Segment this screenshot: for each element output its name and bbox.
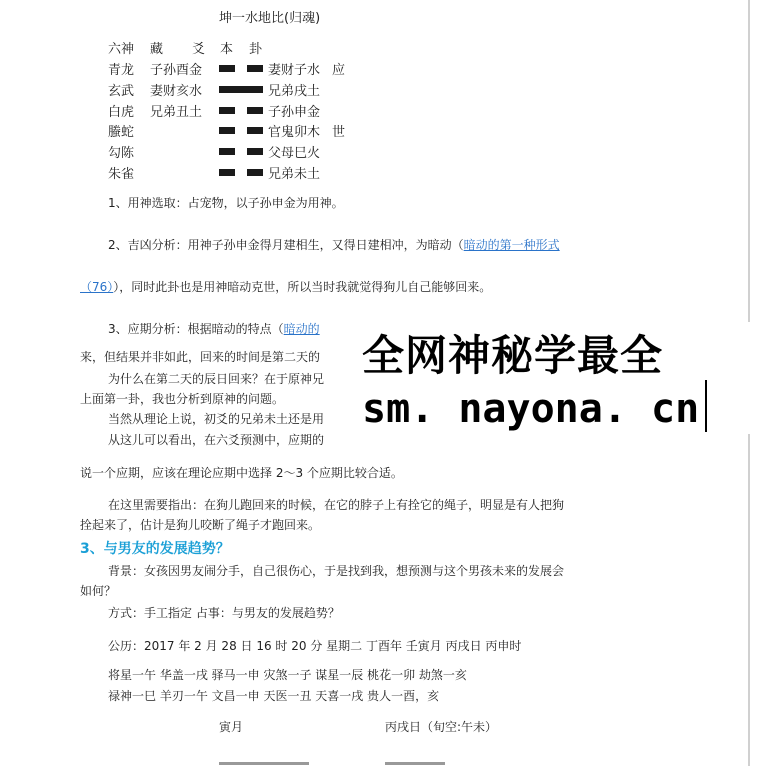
yin-yao-bar-right bbox=[247, 169, 263, 176]
yin-yao-bar-right bbox=[247, 107, 263, 114]
row-ben: 兄弟戌土 bbox=[268, 84, 321, 99]
background-line2: 如何？ bbox=[80, 584, 117, 598]
cutoff-text-right bbox=[385, 757, 455, 766]
header-cang: 藏 bbox=[150, 42, 164, 57]
header-ben: 本 bbox=[220, 42, 234, 57]
yin-yao-bar-left bbox=[219, 169, 235, 176]
row-ben: 兄弟未土 bbox=[268, 167, 321, 182]
yin-yao-bar-right bbox=[247, 127, 263, 134]
row-liushen: 青龙 bbox=[108, 63, 135, 78]
method-line: 方式：手工指定 占事：与男友的发展趋势？ bbox=[108, 606, 340, 620]
row-cang: 兄弟丑土 bbox=[150, 105, 203, 120]
row-shiying: 应 bbox=[332, 63, 346, 78]
para-yingqi-line7: 说一个应期，应该在理论应期中选择 2～3 个应期比较合适。 bbox=[80, 466, 403, 480]
para-note-line1: 在这里需要指出：在狗儿跑回来的时候，在它的脖子上有拴它的绳子，明显是有人把狗 bbox=[108, 498, 565, 512]
header-gua: 卦 bbox=[249, 42, 263, 57]
stars-line1: 将星一午 华盖一戌 驿马一申 灾煞一子 谋星一辰 桃花一卯 劫煞一亥 bbox=[108, 668, 467, 682]
row-liushen: 白虎 bbox=[108, 105, 135, 120]
row-liushen: 玄武 bbox=[108, 84, 135, 99]
gua-title: 坤一水地比(归魂) bbox=[219, 11, 321, 26]
header-liushen: 六神 bbox=[108, 42, 135, 57]
row-cang: 妻财亥水 bbox=[150, 84, 203, 99]
para-note-line2: 拴起来了，估计是狗儿咬断了绳子才跑回来。 bbox=[80, 518, 321, 532]
para-yingqi-line3: 为什么在第二天的辰日回来？在于原神兄 bbox=[108, 372, 325, 386]
para-yingqi bbox=[108, 320, 320, 337]
row-ben: 妻财子水 bbox=[268, 63, 321, 78]
watermark-url: sm. nayona. cn bbox=[362, 386, 700, 432]
para-yingqi-line5: 当然从理论上说，初爻的兄弟未土还是用 bbox=[108, 412, 325, 426]
header-yao: 爻 bbox=[192, 42, 206, 57]
para-yingqi-line2: 来，但结果并非如此，回来的时间是第二天的 bbox=[80, 350, 321, 364]
day-label: 丙戌日（旬空:午未） bbox=[385, 720, 498, 734]
yang-yao-bar bbox=[219, 86, 263, 93]
yin-yao-bar-right bbox=[247, 65, 263, 72]
row-liushen: 朱雀 bbox=[108, 167, 135, 182]
para-yingqi-text: 3、应期分析：根据暗动的特点（ bbox=[108, 322, 284, 336]
para-jixiong bbox=[108, 236, 560, 253]
cutoff-text-left bbox=[219, 757, 319, 766]
watermark-title: 全网神秘学最全 bbox=[362, 331, 664, 380]
date-line: 公历：2017 年 2 月 28 日 16 时 20 分 星期二 丁酉年 壬寅月 丙戌日 丙申时 bbox=[108, 639, 522, 653]
yin-yao-bar-left bbox=[219, 65, 235, 72]
row-cang: 子孙酉金 bbox=[150, 63, 203, 78]
row-liushen: 勾陈 bbox=[108, 146, 135, 161]
link-andong[interactable]: 暗动的 bbox=[283, 322, 320, 336]
yin-yao-bar-right bbox=[247, 148, 263, 155]
row-ben: 子孙申金 bbox=[268, 105, 321, 120]
link-76[interactable]: （76） bbox=[80, 280, 114, 294]
para-yongshen: 1、用神选取：占宠物，以子孙申金为用神。 bbox=[108, 196, 344, 210]
row-ben: 父母巳火 bbox=[268, 146, 321, 161]
background-line1: 背景：女孩因男友闹分手，自己很伤心，于是找到我，想预测与这个男孩未来的发展会 bbox=[108, 564, 565, 578]
para-jixiong-text: 2、吉凶分析：用神子孙申金得月建相生，又得日建相冲，为暗动（ bbox=[108, 238, 464, 252]
yin-yao-bar-left bbox=[219, 107, 235, 114]
month-label: 寅月 bbox=[219, 720, 244, 734]
row-shiying: 世 bbox=[332, 125, 346, 140]
link-andong-form[interactable]: 暗动的第一种形式 bbox=[463, 238, 560, 252]
row-liushen: 螣蛇 bbox=[108, 125, 135, 140]
yin-yao-bar-left bbox=[219, 148, 235, 155]
text-cursor bbox=[705, 380, 707, 432]
stars-line2: 禄神一巳 羊刃一午 文昌一申 天医一丑 天喜一戌 贵人一酉，亥 bbox=[108, 689, 440, 703]
section-heading: 3、与男友的发展趋势？ bbox=[80, 541, 230, 557]
para-yingqi-line4: 上面第一卦，我也分析到原神的问题。 bbox=[80, 392, 285, 406]
para-jixiong-cont-text: ），同时此卦也是用神暗动克世，所以当时我就觉得狗儿自己能够回来。 bbox=[113, 280, 492, 294]
yin-yao-bar-left bbox=[219, 127, 235, 134]
para-jixiong-cont bbox=[80, 278, 491, 295]
para-yingqi-line6: 从这儿可以看出，在六爻预测中，应期的 bbox=[108, 433, 325, 447]
row-ben: 官鬼卯木 bbox=[268, 125, 321, 140]
